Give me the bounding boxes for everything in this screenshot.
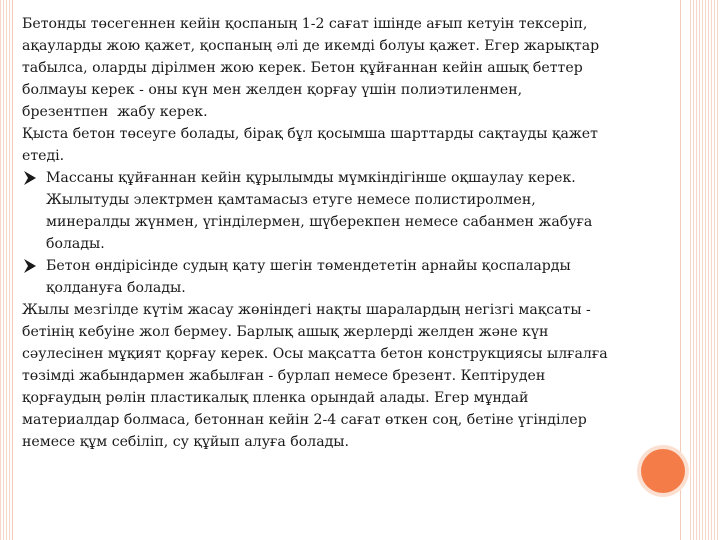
text-line: болады. — [46, 236, 105, 252]
text-line: Қыста бетон төсеуге болады, бірақ бұл қосымша шарттарды сақтауды қажет — [22, 126, 598, 142]
text-line: қорғаудың рөлін пластикалық пленка орындай алады. Егер мұндай — [22, 390, 529, 406]
text-line: қолдануға болады. — [46, 280, 186, 296]
text-line: болмауы керек - оны күн мен желден қорғау үшін полиэтиленмен, — [22, 82, 523, 98]
text-line: ақауларды жою қажет, қоспаның әлі де икемді болуы қажет. Егер жарықтар — [22, 38, 600, 54]
text-line: материалдар болмаса, бетоннан кейін 2-4 сағат өткен соң, бетіне үгінділер — [22, 412, 587, 428]
paragraph-1 — [22, 13, 692, 123]
text-line: брезентпен жабу керек. — [22, 104, 208, 120]
decorative-orange-circle — [641, 449, 685, 493]
text-line: немесе құм себіліп, су құйып алуға болады. — [22, 434, 349, 450]
bullet-item-2 — [22, 255, 692, 299]
slide-body — [22, 13, 692, 453]
text-line: Жылытуды электрмен қамтамасыз етуге немесе полистиролмен, — [46, 192, 536, 208]
left-decorative-stripe — [0, 0, 10, 540]
text-line: Бетон өндірісінде судың қату шегін төмендететін арнайы қоспаларды — [46, 258, 571, 274]
bullet-item-1 — [22, 167, 692, 255]
text-line: бетінің кебуіне жол бермеу. Барлық ашық жерлерді желден және күн — [22, 324, 549, 340]
text-line: етеді. — [22, 148, 65, 164]
text-line: төзімді жабындармен жабылған - бурлап немесе брезент. Кептіруден — [22, 368, 546, 384]
text-line: Массаны құйғаннан кейін құрылымды мүмкіндігінше оқшаулау керек. — [46, 170, 576, 186]
paragraph-2 — [22, 123, 692, 167]
text-line: табылса, оларды дірілмен жою керек. Бетон құйғаннан кейін ашық беттер — [22, 60, 583, 76]
paragraph-3 — [22, 299, 692, 453]
arrow-bullet-icon — [22, 258, 38, 274]
text-line: Жылы мезгілде күтім жасау жөніндегі нақты шаралардың негізгі мақсаты - — [22, 302, 591, 318]
text-line: минералды жүнмен, үгінділермен, шүберекпен немесе сабанмен жабуға — [46, 214, 593, 230]
right-decorative-stripe — [690, 0, 720, 540]
text-line: сәулесінен мұқият қорғау керек. Осы мақсатта бетон конструкциясы ылғалға — [22, 346, 608, 362]
frame-border-left — [12, 0, 13, 540]
text-line: Бетонды төсегеннен кейін қоспаның 1-2 сағат ішінде ағып кетуін тексеріп, — [22, 16, 588, 32]
arrow-bullet-icon — [22, 170, 38, 186]
